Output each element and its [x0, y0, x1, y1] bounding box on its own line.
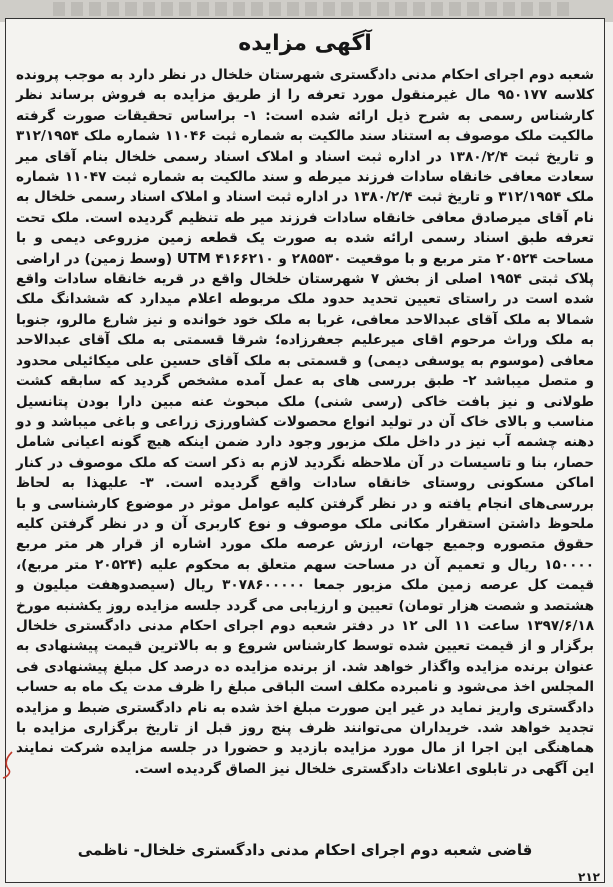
page-number: ۲۱۲ [578, 870, 600, 884]
judge-signature-line: قاضی شعبه دوم اجرای احکام مدنی دادگستری خلخال- ناظمی [77, 841, 533, 859]
notice-body: شعبه دوم اجرای احکام مدنی دادگستری شهرستان خلخال در نظر دارد به موجب پرونده کلاسه ۹۵۰۱۷۷ مال غیرمنقول مورد تعرفه را از طریق مزایده به فروش برساند نظر کارشناس رسمی به شرح ذیل ارائه شده است: ۱- براساس تحقیقات صورت گرفته مالکیت ملک موصوف به استناد سند مالکیت به شماره ثبت ۱۱۰۴۶ شماره ملک ۳۱۲/۱۹۵۴ و تاریخ ثبت ۱۳۸۰/۲/۴ در اداره ثبت اسناد و املاک اسناد رسمی خلخال بنام آقای میر سعادت معافی خانقاه سادات فرزند میرطه و سند مالکیت به شماره ثبت ۱۱۰۴۷ شماره ملک ۳۱۲/۱۹۵۴ و تاریخ ثبت ۱۳۸۰/۲/۴ در اداره ثبت اسناد و املاک اسناد رسمی خلخال به نام آقای میرصادق معافی خانقاه سادات فرزند میر طه تنظیم گردیده است. ملک تحت تعرفه طبق اسناد رسمی ارائه شده به صورت یک قطعه زمین مزروعی دیمی و با مساحت ۲۰۵۲۴ متر مربع و با موقعیت ۲۸۵۵۳۰ و UTM ۴۱۶۶۲۱۰ (وسط زمین) در اراضی پلاک ثبتی ۱۹۵۴ اصلی از بخش ۷ شهرستان خلخال واقع در قریه خانقاه سادات واقع شده است در راستای تعیین تحدید حدود ملک مربوطه اعلام میدارد که ششدانگ ملک شمالا به ملک آقای عبدالاحد معافی، غربا به ملک خود خوانده و نیز شارع مالرو، جنوبا به ملک وراث مرحوم اقای میرعلیم جعفرزاده؛ شرقا قسمتی به ملک آقای عبدالاحد معافی (موسوم به یوسفی دیمی) و قسمتی به ملک آقای حسین علی میکائیلی محدود و متصل میباشد ۲- طبق بررسی های به عمل آمده مشخص گردید که سابقه کشت طولانی و نیز بافت خاکی (رسی شنی) ملک مبحوث عنه مبین دارا بودن پتانسیل مناسب و بالای خاک آن در تولید انواع محصولات کشاورزی زراعی و باغی میباشد و دو دهنه چشمه آب نیز در داخل ملک مزبور وجود دارد ضمن اینکه هیچ گونه اعیانی شامل حصار، بنا و تاسیسات در آن ملاحظه نگردید لازم به ذکر است که ملک موصوف در کنار اماکن مسکونی روستای خانقاه سادات واقع گردیده است. ۳- علیهذا به لحاظ بررسی‌های انجام یافته و در نظر گرفتن کلیه عوامل موثر در موضوع کارشناسی و با ملحوظ داشتن استقرار مکانی ملک موصوف و نوع کاربری آن و در نظر گرفتن کلیه حقوق متصوره وجمیع جهات، ارزش عرصه ملک مورد اشاره از قرار هر متر مربع ۱۵۰۰۰۰ ریال و تعمیم آن در مساحت سهم متعلق به محکوم علیه (۲۰۵۲۴ متر مربع)، قیمت کل عرصه زمین ملک مزبور جمعا ۳۰۷۸۶۰۰۰۰۰ ریال (سیصدوهفت میلیون و هشتصد و شصت هزار تومان) تعیین و ارزیابی می گردد جلسه مزایده روز یکشنبه مورخ ۱۳۹۷/۶/۱۸ ساعت ۱۱ الی ۱۲ در دفتر شعبه دوم اجرای احکام مدنی دادگستری خلخال برگزار و از قیمت تعیین شده توسط کارشناس شروع و به بالاترین قیمت پیشنهادی به عنوان برنده مزایده واگذار خواهد شد. از برنده مزایده ده درصد کل مبلغ پیشنهادی فی المجلس اخذ می‌شود و نامبرده مکلف است الباقی مبلغ را ظرف مدت یک ماه به حساب دادگستری واریز نماید در غیر این صورت مبلغ اخذ شده به نام دادگستری ضبط و مزایده تجدید خواهد شد. خریداران می‌توانند ظرف پنج روز قبل از تاریخ برگزاری مزایده با هماهنگی این اجرا از مال مورد مزایده بازدید و حضورا در جلسه مزایده شرکت نمایند این آگهی در تابلوی اعلانات دادگستری خلخال نیز الصاق گردیده است. [16, 67, 595, 777]
notice-title: آگهی مزایده [238, 31, 372, 56]
clipped-header-text [53, 2, 573, 16]
red-pen-mark-icon [0, 750, 14, 780]
notice-box [5, 18, 605, 883]
